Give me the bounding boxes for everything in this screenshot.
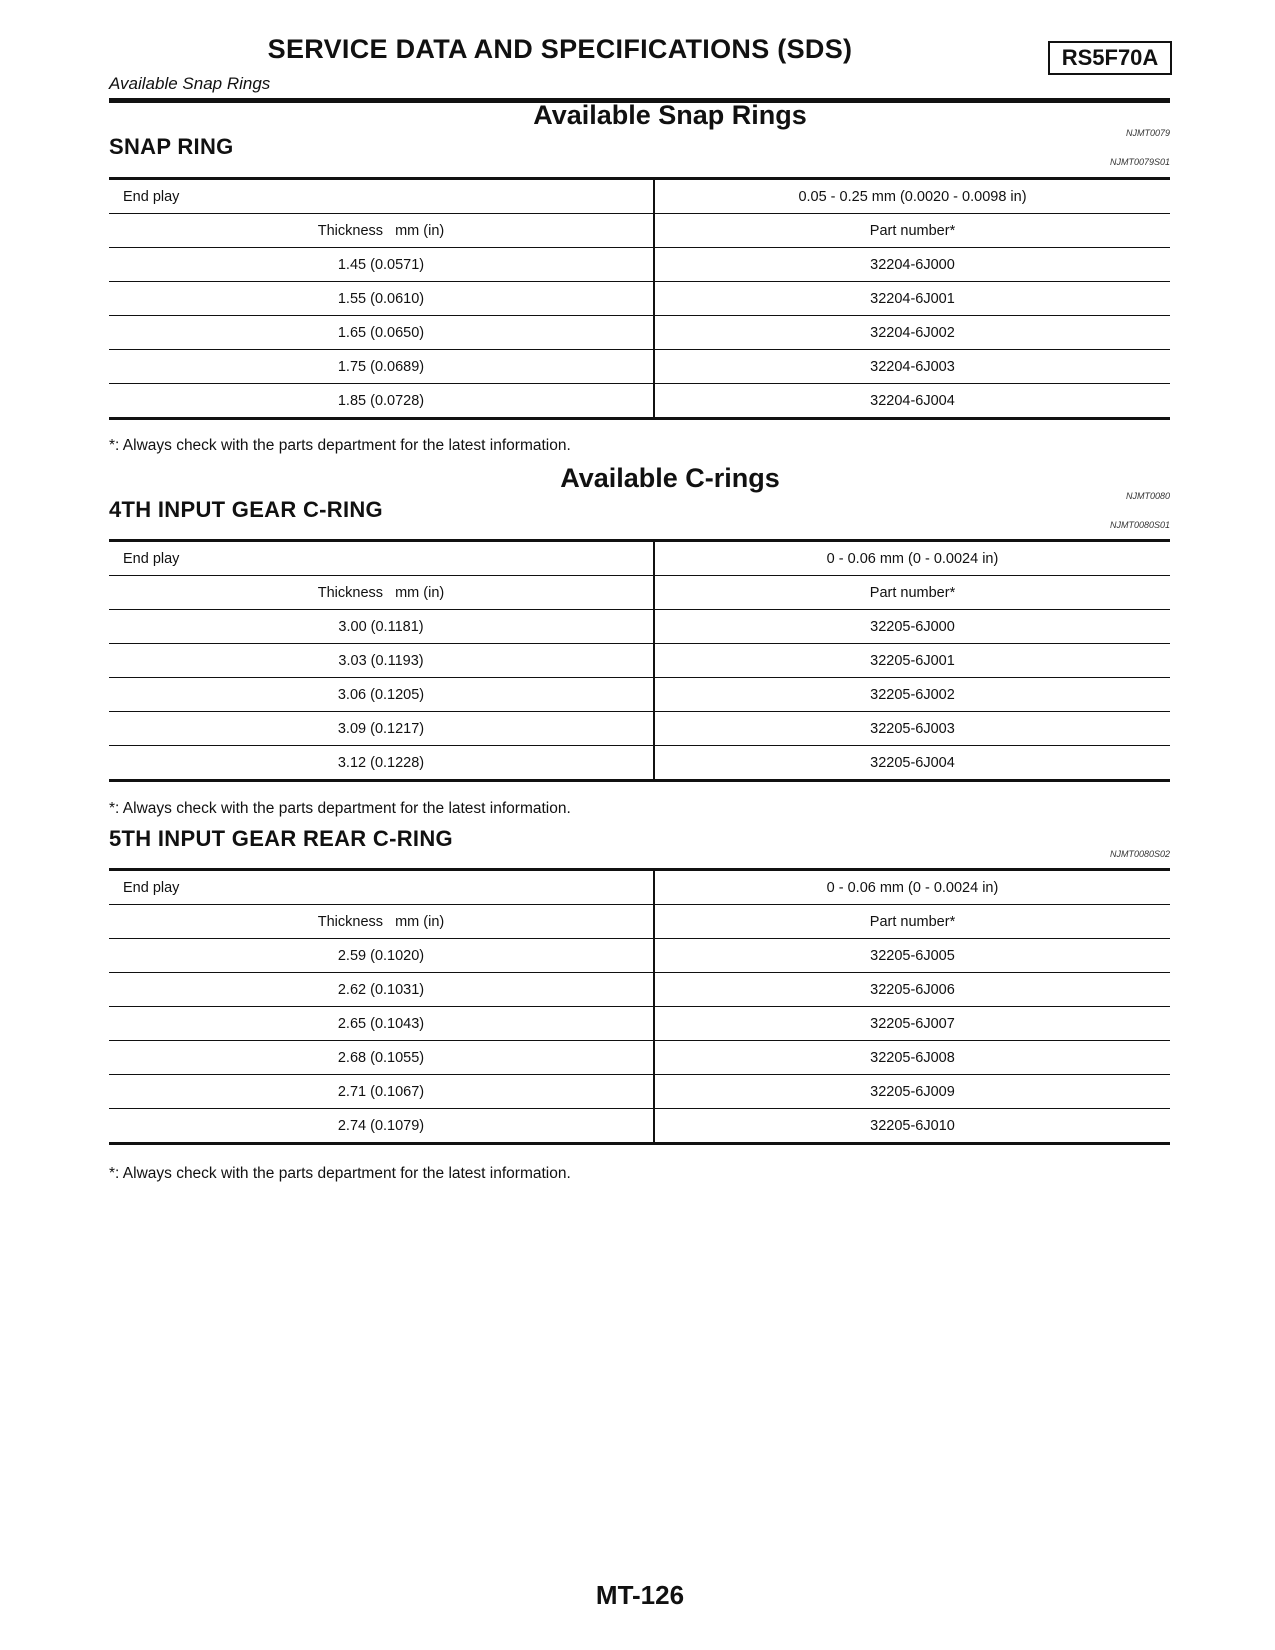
table-row bbox=[109, 644, 1170, 678]
page-title: SERVICE DATA AND SPECIFICATIONS (SDS) bbox=[267, 34, 853, 64]
part-number-cell: 32205-6J004 bbox=[870, 754, 955, 771]
snap-ring-table bbox=[109, 177, 1170, 420]
part-number-cell: 32204-6J004 bbox=[870, 392, 955, 409]
thickness-cell: 1.45 (0.0571) bbox=[109, 248, 654, 282]
part-number-cell: 32204-6J003 bbox=[654, 350, 1170, 384]
end-play-label: End play bbox=[109, 179, 654, 214]
end-play-value: 0 - 0.06 mm (0 - 0.0024 in) bbox=[654, 870, 1170, 905]
part-number-cell: 32205-6J001 bbox=[654, 644, 1170, 678]
part-number-cell: 32205-6J006 bbox=[654, 973, 1170, 1007]
part-number-cell: 32205-6J007 bbox=[654, 1007, 1170, 1041]
table-row bbox=[109, 1007, 1170, 1041]
column-header-row bbox=[109, 905, 1170, 939]
table-row bbox=[109, 678, 1170, 712]
table-row bbox=[109, 939, 1170, 973]
part-number-column-header: Part number* bbox=[654, 576, 1170, 610]
page-number: MT-126 bbox=[595, 1580, 685, 1610]
part-number-cell: 32204-6J001 bbox=[654, 282, 1170, 316]
snap-rings-heading: Available Snap Rings bbox=[533, 100, 807, 130]
end-play-row bbox=[109, 541, 1170, 576]
table-row bbox=[109, 610, 1170, 644]
thickness-cell: 1.85 (0.0728) bbox=[109, 384, 654, 419]
thickness-cell: 2.74 (0.1079) bbox=[109, 1109, 654, 1144]
part-number-cell: 32205-6J010 bbox=[870, 1117, 955, 1134]
5th-input-gear-footnote: *: Always check with the parts department for the latest information. bbox=[109, 1165, 571, 1182]
column-header-row bbox=[109, 576, 1170, 610]
5th-input-gear-rear-c-ring-subheading: 5TH INPUT GEAR REAR C-RING bbox=[109, 826, 453, 851]
thickness-cell: 1.65 (0.0650) bbox=[109, 316, 654, 350]
part-number-column-header: Part number* bbox=[654, 214, 1170, 248]
table-row bbox=[109, 973, 1170, 1007]
thickness-cell: 1.55 (0.0610) bbox=[109, 282, 654, 316]
thickness-cell: 2.68 (0.1055) bbox=[109, 1041, 654, 1075]
thickness-cell: 2.71 (0.1067) bbox=[109, 1075, 654, 1109]
c-rings-ref-code: NJMT0080 bbox=[1125, 491, 1170, 501]
table-row bbox=[109, 248, 1170, 282]
4th-input-gear-ref-code: NJMT0080S01 bbox=[1109, 520, 1170, 530]
thickness-cell: 3.03 (0.1193) bbox=[109, 644, 654, 678]
thickness-cell: 3.06 (0.1205) bbox=[109, 678, 654, 712]
part-number-cell: 32205-6J008 bbox=[654, 1041, 1170, 1075]
column-header-row bbox=[109, 214, 1170, 248]
end-play-value: 0 - 0.06 mm (0 - 0.0024 in) bbox=[654, 541, 1170, 576]
part-number-cell: 32205-6J005 bbox=[654, 939, 1170, 973]
table-row bbox=[109, 712, 1170, 746]
thickness-cell: 2.59 (0.1020) bbox=[109, 939, 654, 973]
table-row bbox=[109, 282, 1170, 316]
part-number-column-header: Part number* bbox=[654, 905, 1170, 939]
thickness-cell: 3.09 (0.1217) bbox=[109, 712, 654, 746]
4th-input-gear-c-ring-subheading: 4TH INPUT GEAR C-RING bbox=[109, 497, 383, 522]
thickness-column-header: Thickness mm (in) bbox=[109, 214, 654, 248]
part-number-cell: 32205-6J009 bbox=[654, 1075, 1170, 1109]
c-rings-heading: Available C-rings bbox=[560, 463, 780, 493]
thickness-cell: 2.62 (0.1031) bbox=[109, 973, 654, 1007]
thickness-cell: 1.75 (0.0689) bbox=[109, 350, 654, 384]
table-row bbox=[109, 746, 1170, 781]
part-number-cell: 32205-6J003 bbox=[654, 712, 1170, 746]
end-play-row bbox=[109, 179, 1170, 214]
table-row bbox=[109, 1109, 1170, 1144]
model-code-badge: RS5F70A bbox=[1048, 41, 1172, 75]
part-number-cell: 32205-6J002 bbox=[654, 678, 1170, 712]
table-row bbox=[109, 350, 1170, 384]
4th-input-gear-c-ring-table bbox=[109, 539, 1170, 782]
5th-input-gear-rear-c-ring-table bbox=[109, 868, 1170, 1145]
5th-input-gear-ref-code: NJMT0080S02 bbox=[1109, 849, 1170, 859]
table-row bbox=[109, 1075, 1170, 1109]
4th-input-gear-footnote: *: Always check with the parts department for the latest information. bbox=[109, 800, 571, 817]
thickness-column-header: Thickness mm (in) bbox=[109, 905, 654, 939]
thickness-cell: 3.12 (0.1228) bbox=[109, 746, 654, 781]
end-play-row bbox=[109, 870, 1170, 905]
section-label: Available Snap Rings bbox=[109, 74, 271, 93]
end-play-value: 0.05 - 0.25 mm (0.0020 - 0.0098 in) bbox=[654, 179, 1170, 214]
table-row bbox=[109, 1041, 1170, 1075]
part-number-cell: 32204-6J000 bbox=[654, 248, 1170, 282]
end-play-label: End play bbox=[109, 541, 654, 576]
snap-ring-subheading: SNAP RING bbox=[109, 134, 234, 159]
thickness-cell: 2.65 (0.1043) bbox=[109, 1007, 654, 1041]
table-row bbox=[109, 316, 1170, 350]
snap-ring-footnote: *: Always check with the parts department for the latest information. bbox=[109, 437, 571, 454]
table-row bbox=[109, 384, 1170, 419]
thickness-column-header: Thickness mm (in) bbox=[109, 576, 654, 610]
part-number-cell: 32204-6J002 bbox=[654, 316, 1170, 350]
snap-ring-ref-code: NJMT0079S01 bbox=[1109, 157, 1170, 167]
thickness-cell: 3.00 (0.1181) bbox=[109, 610, 654, 644]
snap-rings-ref-code: NJMT0079 bbox=[1125, 128, 1170, 138]
end-play-label: End play bbox=[109, 870, 654, 905]
part-number-cell: 32205-6J000 bbox=[654, 610, 1170, 644]
